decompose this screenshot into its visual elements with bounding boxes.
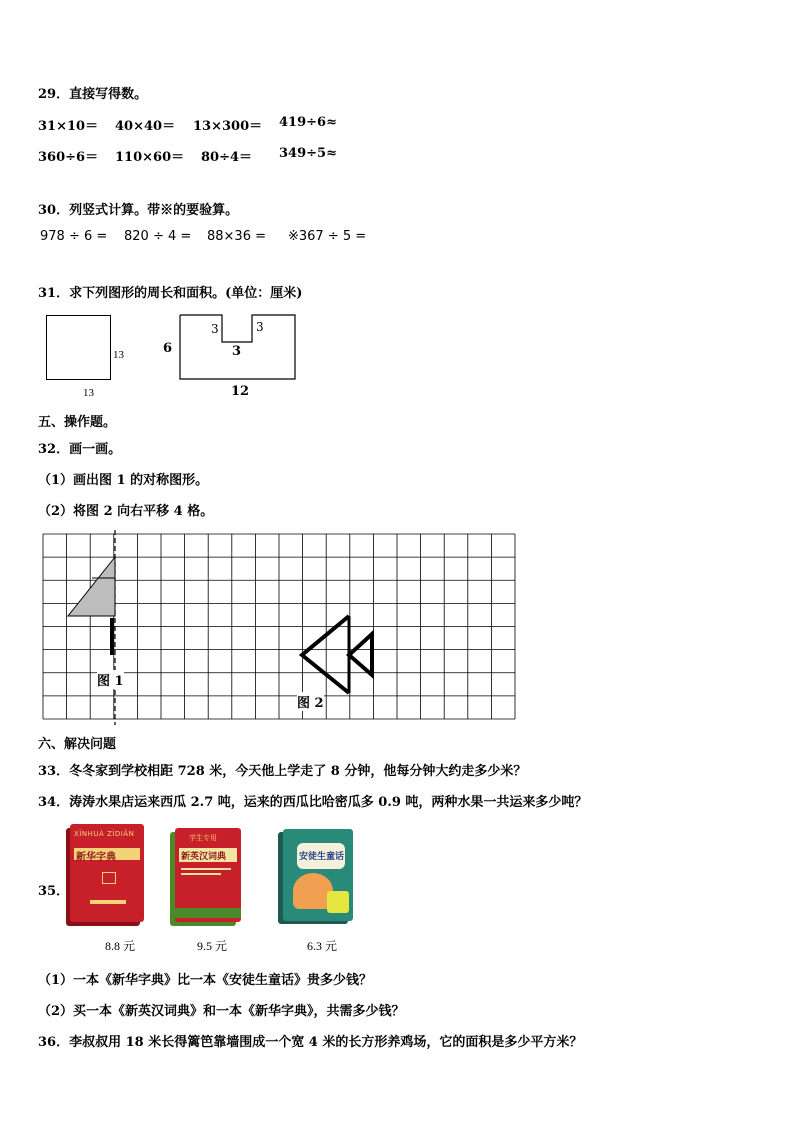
section-five-title: 五、操作题。 [38, 415, 117, 430]
q35-sub2: （2）买一本《新英汉词典》和一本《新华字典》，共需多少钱？ [38, 1004, 405, 1019]
book-andersen-fairy-tales [283, 829, 353, 921]
figure2-label: 图 2 [297, 692, 324, 711]
book1-price: 8.8 元 [105, 939, 136, 953]
q29-item: 419÷6≈ [279, 115, 337, 130]
figure1-label: 图 1 [97, 670, 124, 689]
figure1-triangle [68, 557, 115, 616]
square-bottom-label: 13 [83, 387, 94, 399]
book1-title: 新华字典 [76, 852, 116, 863]
q35-sub1: （1）一本《新华字典》比一本《安徒生童话》贵多少钱？ [38, 973, 373, 988]
shape-left-label: 6 [163, 341, 173, 356]
book1-emblem [102, 872, 116, 884]
q29-item: 40×40＝ [115, 119, 176, 134]
q29-item: 13×300＝ [193, 119, 263, 134]
book1-pinyin: XĪNHUÁ ZÌDIǍN [74, 830, 135, 838]
square-figure [46, 315, 111, 380]
q30-items [0, 229, 794, 249]
shape-notch-left-label: 3 [211, 322, 219, 336]
shape-notch-right-label: 3 [256, 320, 264, 334]
section-six-title: 六、解决问题 [38, 737, 117, 752]
shape-bottom-label: 12 [231, 384, 250, 399]
drawing-grid [40, 530, 520, 725]
q29-row1 [0, 115, 794, 135]
q29-item: 31×10＝ [38, 119, 99, 134]
shape-notch-bottom-label: 3 [232, 344, 242, 359]
q30-title: 30．列竖式计算。带※的要验算。 [38, 203, 239, 218]
book3-price: 6.3 元 [307, 939, 338, 953]
q31-title: 31．求下列图形的周长和面积。(单位：厘米) [38, 286, 303, 301]
q32-sub1: （1）画出图 1 的对称图形。 [38, 473, 209, 488]
q29-row2 [0, 146, 794, 166]
book2-price: 9.5 元 [197, 939, 228, 953]
book1-publisher-mark [90, 900, 126, 904]
q30-item: 978 ÷ 6 = [40, 229, 108, 244]
square-side-label: 13 [113, 349, 124, 361]
book3-sticker [327, 891, 349, 913]
q30-item: 88×36 = [207, 229, 267, 244]
q30-item: ※367 ÷ 5 = [288, 229, 367, 244]
q29-title: 29．直接写得数。 [38, 87, 148, 102]
q29-item: 360÷6＝ [38, 150, 99, 165]
book2-top-label: 学生专用 [189, 834, 217, 842]
book2-title: 新英汉词典 [181, 852, 227, 862]
figure2-inner-triangle [349, 634, 372, 675]
figure2-outer-arrow [302, 616, 349, 693]
q29-item: 349÷5≈ [279, 146, 337, 161]
book-xin-yinghan-cidian [175, 828, 241, 922]
q34-text: 34．涛涛水果店运来西瓜 2.7 吨，运来的西瓜比哈密瓜多 0.9 吨，两种水果一共运来多少吨？ [38, 795, 588, 810]
q29-item: 110×60＝ [115, 150, 185, 165]
book2-subtitle-line [181, 873, 221, 875]
book3-title: 安徒生童话 [299, 852, 345, 862]
q36-text: 36．李叔叔用 18 米长得篱笆靠墙围成一个宽 4 米的长方形养鸡场，它的面积是多少平方米？ [38, 1035, 583, 1050]
q29-item: 80÷4＝ [201, 150, 253, 165]
q35-label: 35． [38, 884, 70, 899]
q33-text: 33．冬冬家到学校相距 728 米，今天他上学走了 8 分钟，他每分钟大约走多少米？ [38, 764, 527, 779]
q30-item: 820 ÷ 4 = [124, 229, 192, 244]
q32-sub2: （2）将图 2 向右平移 4 格。 [38, 504, 214, 519]
q32-title: 32．画一画。 [38, 442, 122, 457]
book2-subtitle-line [181, 868, 231, 870]
book-xinhua-zidian [70, 824, 144, 922]
book2-bottom-band [175, 908, 241, 918]
